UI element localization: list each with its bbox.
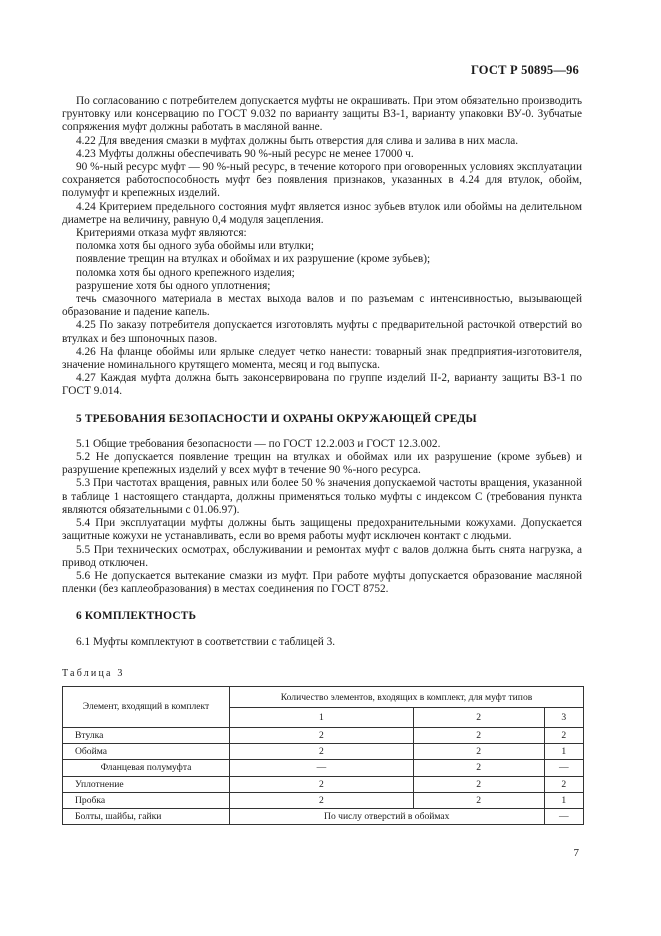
table-cell-merged: По числу отверстий в обоймах <box>230 808 545 824</box>
table-cell: 2 <box>413 744 544 760</box>
page-number: 7 <box>573 847 579 859</box>
row-label: Болты, шайбы, гайки <box>63 808 230 824</box>
table-cell: 2 <box>413 792 544 808</box>
row-label: Втулка <box>63 727 230 743</box>
paragraph: 5.2 Не допускается появление трещин на втулках и обоймах или их разрушение (кроме зубьев) и разрушение крепежных изделий у всех муфт в течение 90 %-ного ресурса. <box>62 451 582 477</box>
table-row <box>63 776 584 792</box>
table-cell: — <box>544 760 583 776</box>
paragraph: 4.22 Для введения смазки в муфтах должны быть отверстия для слива и залива в них масла. <box>76 134 519 147</box>
list-item: поломка хотя бы одного крепежного изделия; <box>76 266 295 279</box>
paragraph: 6.1 Муфты комплектуют в соответствии с таблицей 3. <box>76 635 336 648</box>
table-caption: Таблица 3 <box>62 667 125 679</box>
table-cell: 2 <box>230 727 414 743</box>
paragraph: Критериями отказа муфт являются: <box>76 227 247 240</box>
table-row <box>63 744 584 760</box>
table-cell: 2 <box>230 744 414 760</box>
column-header-type: 1 <box>230 708 414 727</box>
table-row <box>63 792 584 808</box>
table-row <box>63 760 584 776</box>
table-row <box>63 808 584 824</box>
paragraph: По согласованию с потребителем допускается муфты не окрашивать. При этом обязательно производить грунтовку или консервацию по ГОСТ 9.032 по варианту защиты ВЗ-1, варианту упаковки ВУ-0. Зубчатые сопряжения муфт должны работать в масляной ванне. <box>62 95 582 134</box>
paragraph: 5.1 Общие требования безопасности — по ГОСТ 12.2.003 и ГОСТ 12.3.002. <box>76 437 441 450</box>
table-cell: 2 <box>413 760 544 776</box>
list-item: течь смазочного материала в местах выхода валов и по разъемам с интенсивностью, вызывающей образование и падение капель. <box>62 293 582 319</box>
row-label: Уплотнение <box>63 776 230 792</box>
list-item: разрушение хотя бы одного уплотнения; <box>76 279 271 292</box>
column-header-type: 3 <box>544 708 583 727</box>
row-label: Обойма <box>63 744 230 760</box>
paragraph: 4.25 По заказу потребителя допускается изготовлять муфты с предварительной расточкой отверстий во втулках и без шпоночных пазов. <box>62 319 582 345</box>
row-label: Пробка <box>63 792 230 808</box>
table-cell: 1 <box>544 792 583 808</box>
paragraph: 4.27 Каждая муфта должна быть законсервирована по группе изделий II-2, варианту защиты ВЗ-1 по ГОСТ 9.014. <box>62 372 582 398</box>
paragraph: 5.4 При эксплуатации муфты должны быть защищены предохранительными кожухами. Допускается защитные кожухи не устанавливать, если во время работы муфт исключен контакт с людьми. <box>62 517 582 543</box>
paragraph: 5.5 При технических осмотрах, обслуживании и ремонтах муфт с валов должна быть снята нагрузка, а привод отключен. <box>62 543 582 569</box>
section-5-heading: 5 ТРЕБОВАНИЯ БЕЗОПАСНОСТИ И ОХРАНЫ ОКРУЖАЮЩЕЙ СРЕДЫ <box>76 412 477 425</box>
list-item: поломка хотя бы одного зуба обоймы или втулки; <box>76 240 315 253</box>
document-code: ГОСТ Р 50895—96 <box>470 63 579 77</box>
paragraph: 5.3 При частотах вращения, равных или более 50 % значения допускаемой частоты вращения, указанной в таблице 1 настоящего стандарта, должны применяться только муфты с индексом С (требования пункта являются обязательными с 01.06.97). <box>62 477 582 516</box>
table-cell: 2 <box>544 727 583 743</box>
table-cell: — <box>544 808 583 824</box>
table-cell: 2 <box>544 776 583 792</box>
table-cell: 2 <box>230 776 414 792</box>
paragraph: 90 %-ный ресурс муфт — 90 %-ный ресурс, в течение которого при оговоренных условиях эксплуатации сохраняется работоспособность муфт без появления признаков, указанных в 4.24 для втулок, обойм, полумуфт и крепежных изделий. <box>62 161 582 200</box>
column-header-element: Элемент, входящий в комплект <box>63 686 230 727</box>
paragraph: 5.6 Не допускается вытекание смазки из муфт. При работе муфты допускается образование масляной пленки (без каплеобразования) в местах соединения по ГОСТ 8752. <box>62 569 582 596</box>
table-cell: 2 <box>230 792 414 808</box>
paragraph: 4.26 На фланце обоймы или ярлыке следует четко нанести: товарный знак предприятия-изготовителя, значение номинального крутящего момента, месяц и год выпуска. <box>62 345 582 372</box>
table-row <box>63 727 584 743</box>
table-cell: 1 <box>544 744 583 760</box>
paragraph: 4.24 Критерием предельного состояния муфт является износ зубьев втулок или обоймы на делительном диаметре на величину, равную 0,4 модуля зацепления. <box>62 200 582 226</box>
list-item: появление трещин на втулках и обоймах и их разрушение (кроме зубьев); <box>76 253 431 266</box>
page-content <box>62 95 582 825</box>
column-header-group: Количество элементов, входящих в комплект, для муфт типов <box>230 686 584 708</box>
table-cell: — <box>230 760 414 776</box>
table-3 <box>62 686 584 825</box>
row-label: Фланцевая полумуфта <box>63 760 230 776</box>
section-6-heading: 6 КОМПЛЕКТНОСТЬ <box>76 610 197 623</box>
column-header-type: 2 <box>413 708 544 727</box>
table-cell: 2 <box>413 727 544 743</box>
table-cell: 2 <box>413 776 544 792</box>
paragraph: 4.23 Муфты должны обеспечивать 90 %-ный ресурс не менее 17000 ч. <box>76 147 414 160</box>
